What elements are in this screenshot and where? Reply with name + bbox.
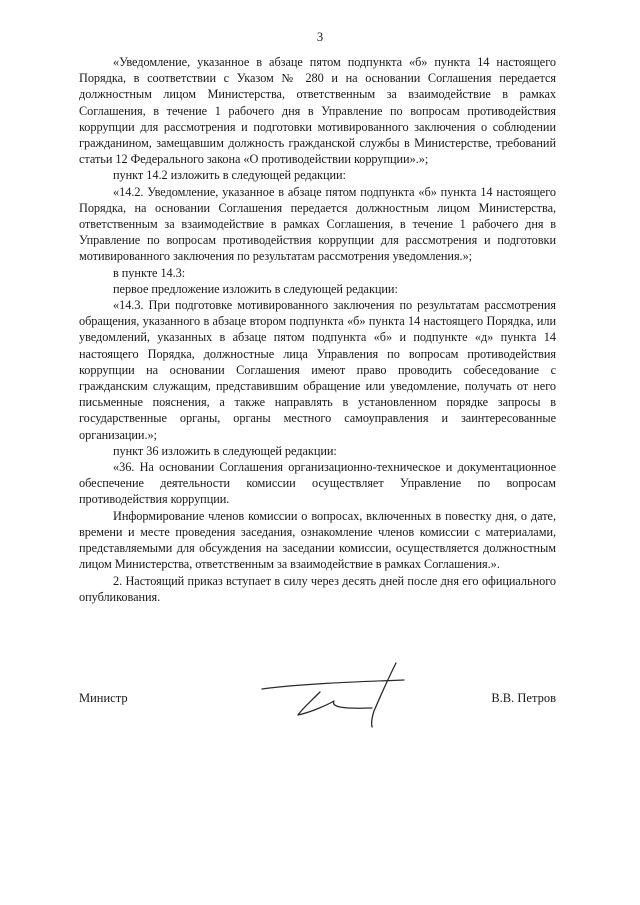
page-number: 3 [316, 30, 324, 44]
paragraph-item-14-2-intro: пункт 14.2 изложить в следующей редакции: [113, 168, 346, 183]
signatory-role: Министр [79, 691, 128, 705]
paragraph-item-14-3-intro: в пункте 14.3: [113, 265, 186, 280]
signatory-name: В.В. Петров [491, 691, 556, 705]
signature-block [79, 655, 556, 735]
document-body [79, 54, 556, 605]
paragraph-notification-280: «Уведомление, указанное в абзаце пятом подпункта «б» пункта 14 настоящего Порядка, в соответствии с Указом № 280 и на основании Соглашения передается должностным лицом Министерства, ответственным за взаимодействие в рамках Соглашения, в течение 1 рабочего дня в Управление по вопросам противодействия коррупции для рассмотрения и подготовки мотивированного заключения о соблюдении гражданином, замещавшим должность гражданской службы в Министерстве, требований статьи 12 Федерального закона «О противодействии коррупции».»; [79, 55, 556, 167]
paragraph-effective-date: 2. Настоящий приказ вступает в силу через десять дней после дня его официального опубликования. [79, 573, 556, 604]
paragraph-item-36-intro: пункт 36 изложить в следующей редакции: [113, 443, 337, 458]
paragraph-first-sentence-intro: первое предложение изложить в следующей редакции: [113, 281, 398, 296]
handwritten-signature-icon [254, 655, 414, 735]
paragraph-commission-info: Информирование членов комиссии о вопросах, включенных в повестку дня, о дате, времени и месте проведения заседания, ознакомление членов комиссии с материалами, представляемыми для обсуждения на заседании комиссии, осуществляется должностным лицом Министерства, ответственным за взаимодействие в рамках Соглашения.». [79, 508, 556, 572]
paragraph-item-36: «36. На основании Соглашения организационно-техническое и документационное обеспечение деятельности комиссии осуществляет Управление по вопросам противодействия коррупции. [79, 460, 556, 507]
paragraph-item-14-3: «14.3. При подготовке мотивированного заключения по результатам рассмотрения обращения, указанного в абзаце втором подпункта «б» пункта 14 настоящего Порядка, или уведомлений, указанных в абзаце пятом подпункта «б» и подпункте «д» пункта 14 настоящего Порядка, должностные лица Управления по вопросам противодействия коррупции на основании Соглашения имеют право проводить собеседование с гражданским служащим, представившим обращение или уведомление, получать от него письменные пояснения, а также направлять в установленном порядке запросы в государственные органы, органы местного самоуправления и заинтересованные организации.»; [79, 298, 556, 442]
paragraph-item-14-2: «14.2. Уведомление, указанное в абзаце пятом подпункта «б» пункта 14 настоящего Порядка, на основании Соглашения передается должностным лицом Министерства, ответственным за взаимодействие в рамках Соглашения, в течение 1 рабочего дня в Управление по вопросам противодействия коррупции для рассмотрения и подготовки мотивированного заключения по результатам рассмотрения уведомления.»; [79, 184, 556, 264]
